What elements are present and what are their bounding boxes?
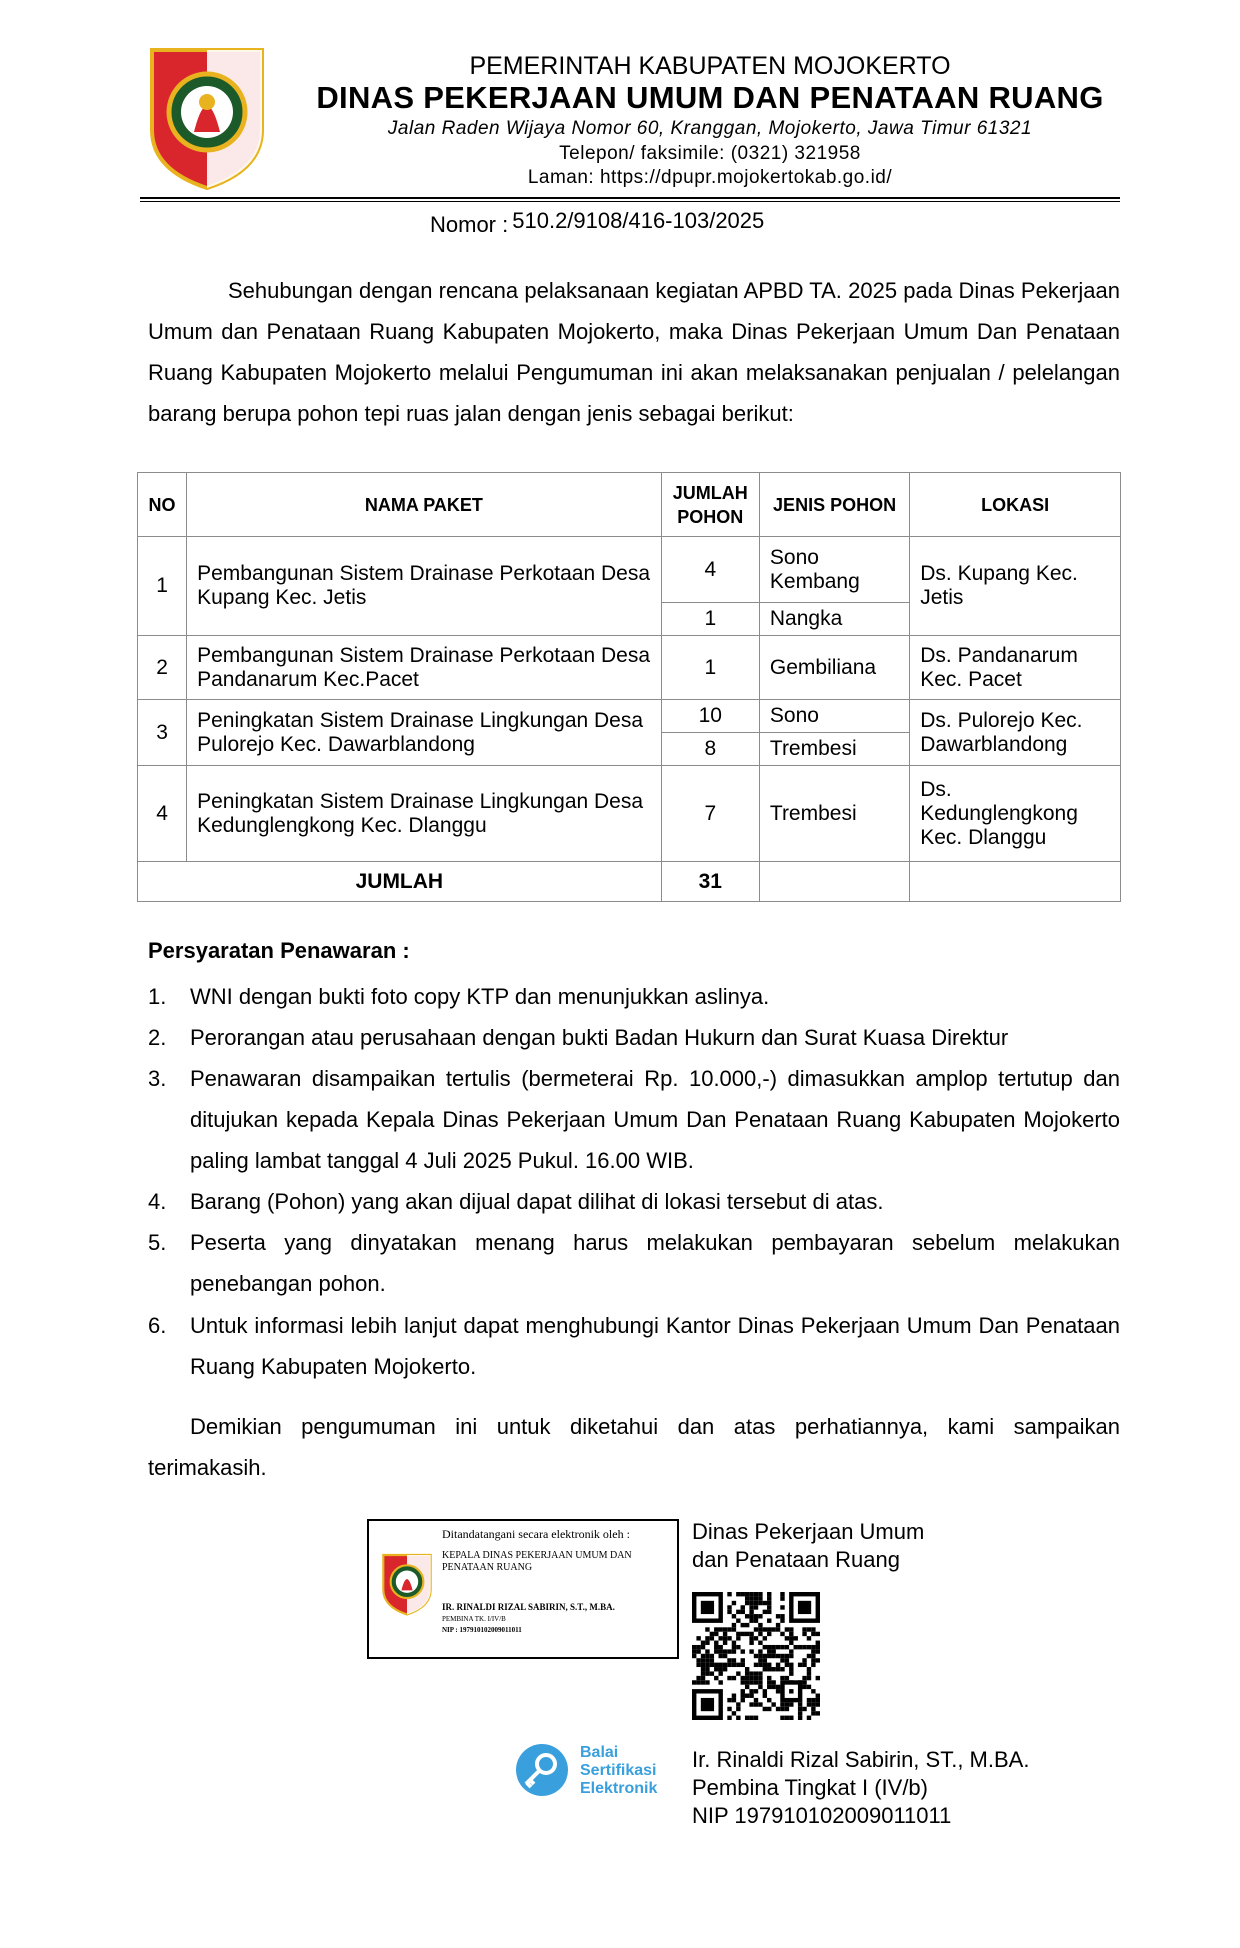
signatory-office-line2: dan Penataan Ruang — [692, 1547, 900, 1572]
qr-code — [692, 1592, 820, 1720]
regency-logo-small — [379, 1549, 435, 1617]
requirement-num: 2. — [148, 1025, 167, 1050]
col-lokasi: LOKASI — [910, 473, 1121, 537]
bse-line2: Sertifikasi — [580, 1762, 657, 1779]
total-empty — [910, 862, 1121, 902]
header-address: Jalan Raden Wijaya Nomor 60, Kranggan, Mojokerto, Jawa Timur 61321 — [387, 118, 1033, 139]
esig-position: KEPALA DINAS PEKERJAAN UMUM DAN PENATAAN RUANG — [442, 1550, 632, 1573]
tree-sale-table — [137, 472, 1121, 902]
signatory-office-line1: Dinas Pekerjaan Umum — [692, 1519, 925, 1544]
intro-paragraph: Sehubungan dengan rencana pelaksanaan kegiatan APBD TA. 2025 pada Dinas Pekerjaan Umum dan Penataan Ruang Kabupaten Mojokerto, maka Dinas Pekerjaan Umum Dan Penataan Ruang Kabupaten Mojokerto melalui Pengumuman ini akan melaksanakan penjualan / pelelangan barang berupa pohon tepi ruas jalan dengan jenis sebagai berikut: — [148, 278, 1120, 426]
requirement-text: Untuk informasi lebih lanjut dapat menghubungi Kantor Dinas Pekerjaan Umum Dan Penataan Ruang Kabupaten Mojokerto. — [190, 1313, 1120, 1379]
header-agency: DINAS PEKERJAAN UMUM DAN PENATAAN RUANG — [316, 80, 1104, 115]
document-number — [430, 208, 765, 238]
table-total-row — [138, 862, 1121, 902]
document-number-value: 510.2/9108/416-103/2025 — [512, 208, 765, 233]
requirement-num: 5. — [148, 1230, 167, 1255]
table-row — [138, 700, 1121, 733]
row-no: 4 — [138, 766, 187, 862]
requirement-item — [148, 1222, 1120, 1304]
row-no: 3 — [138, 700, 187, 766]
requirement-item — [148, 976, 1120, 1017]
signatory-rank: Pembina Tingkat I (IV/b) — [692, 1775, 928, 1800]
row-jumlah: 4 — [661, 537, 759, 603]
row-paket: Peningkatan Sistem Drainase Lingkungan Desa Pulorejo Kec. Dawarblandong — [187, 700, 662, 766]
row-jenis: Trembesi — [759, 766, 909, 862]
requirement-text: Barang (Pohon) yang akan dijual dapat dilihat di lokasi tersebut di atas. — [190, 1189, 884, 1214]
table-header-row — [138, 473, 1121, 537]
header-rule — [140, 197, 1120, 199]
row-jenis: Nangka — [759, 603, 909, 636]
esig-rank: PEMBINA TK. I/IV/B — [442, 1615, 506, 1623]
requirement-item — [148, 1017, 1120, 1058]
row-jumlah: 1 — [661, 603, 759, 636]
esig-signed-by: Ditandatangani secara elektronik oleh : — [442, 1527, 630, 1541]
header-government: PEMERINTAH KABUPATEN MOJOKERTO — [469, 52, 951, 80]
col-no: NO — [138, 473, 187, 537]
requirement-num: 3. — [148, 1066, 167, 1091]
requirement-item — [148, 1058, 1120, 1181]
signatory-office — [692, 1518, 924, 1574]
e-signature-box — [367, 1519, 679, 1659]
col-jumlah: JUMLAH POHON — [661, 473, 759, 537]
total-label: JUMLAH — [138, 862, 662, 902]
bse-logo-text — [580, 1744, 657, 1798]
row-jumlah: 8 — [661, 733, 759, 766]
esig-name: IR. RINALDI RIZAL SABIRIN, S.T., M.BA. — [442, 1602, 615, 1612]
header-rule-thin — [140, 201, 1120, 202]
requirement-num: 1. — [148, 984, 167, 1009]
document-number-label: Nomor : — [430, 212, 509, 237]
signatory-nip: NIP 197910102009011011 — [692, 1803, 952, 1828]
requirement-num: 4. — [148, 1189, 167, 1214]
col-paket: NAMA PAKET — [187, 473, 662, 537]
total-value: 31 — [661, 862, 759, 902]
row-jenis: Sono Kembang — [759, 537, 909, 603]
col-jenis: JENIS POHON — [759, 473, 909, 537]
row-lokasi: Ds. Pandanarum Kec. Pacet — [910, 636, 1121, 700]
bse-line3: Elektronik — [580, 1780, 658, 1797]
signatory-details — [692, 1746, 1029, 1830]
total-empty — [759, 862, 909, 902]
row-lokasi: Ds. Kupang Kec. Jetis — [910, 537, 1121, 636]
row-paket: Pembangunan Sistem Drainase Perkotaan Desa Pandanarum Kec.Pacet — [187, 636, 662, 700]
table-row — [138, 537, 1121, 603]
esig-nip: NIP : 197910102009011011 — [442, 1626, 522, 1634]
row-paket: Pembangunan Sistem Drainase Perkotaan Desa Kupang Kec. Jetis — [187, 537, 662, 636]
header-phone: Telepon/ faksimile: (0321) 321958 — [559, 143, 861, 164]
row-jumlah: 7 — [661, 766, 759, 862]
signatory-name: Ir. Rinaldi Rizal Sabirin, ST., M.BA. — [692, 1747, 1030, 1772]
row-jenis: Trembesi — [759, 733, 909, 766]
table-row — [138, 766, 1121, 862]
requirement-text: Perorangan atau perusahaan dengan bukti Badan Hukurn dan Surat Kuasa Direktur — [190, 1025, 1009, 1050]
row-paket: Peningkatan Sistem Drainase Lingkungan Desa Kedunglengkong Kec. Dlanggu — [187, 766, 662, 862]
row-no: 1 — [138, 537, 187, 636]
requirement-num: 6. — [148, 1313, 167, 1338]
row-lokasi: Ds. Pulorejo Kec. Dawarblandong — [910, 700, 1121, 766]
closing-paragraph: Demikian pengumuman ini untuk diketahui dan atas perhatiannya, kami sampaikan terimakasih. — [148, 1414, 1120, 1480]
bse-line1: Balai — [580, 1744, 619, 1761]
row-jumlah: 10 — [661, 700, 759, 733]
regency-logo — [142, 40, 272, 190]
row-jumlah: 1 — [661, 636, 759, 700]
row-no: 2 — [138, 636, 187, 700]
requirement-text: Peserta yang dinyatakan menang harus melakukan pembayaran sebelum melakukan penebangan pohon. — [190, 1230, 1120, 1296]
table-row — [138, 636, 1121, 700]
requirement-text: Penawaran disampaikan tertulis (bermeterai Rp. 10.000,-) dimasukkan amplop tertutup dan ditujukan kepada Kepala Dinas Pekerjaan Umum Dan Penataan Ruang Kabupaten Mojokerto paling lambat tanggal 4 Juli 2025 Pukul. 16.00 WIB. — [190, 1066, 1120, 1173]
header-web: Laman: https://dpupr.mojokertokab.go.id/ — [527, 167, 893, 188]
bse-logo-icon — [512, 1740, 572, 1800]
row-jenis: Sono — [759, 700, 909, 733]
requirement-item — [148, 1181, 1120, 1222]
requirement-item — [148, 1305, 1120, 1387]
row-jenis: Gembiliana — [759, 636, 909, 700]
row-lokasi: Ds. Kedunglengkong Kec. Dlanggu — [910, 766, 1121, 862]
requirements-title: Persyaratan Penawaran : — [148, 938, 410, 963]
requirement-text: WNI dengan bukti foto copy KTP dan menunjukkan aslinya. — [190, 984, 770, 1009]
